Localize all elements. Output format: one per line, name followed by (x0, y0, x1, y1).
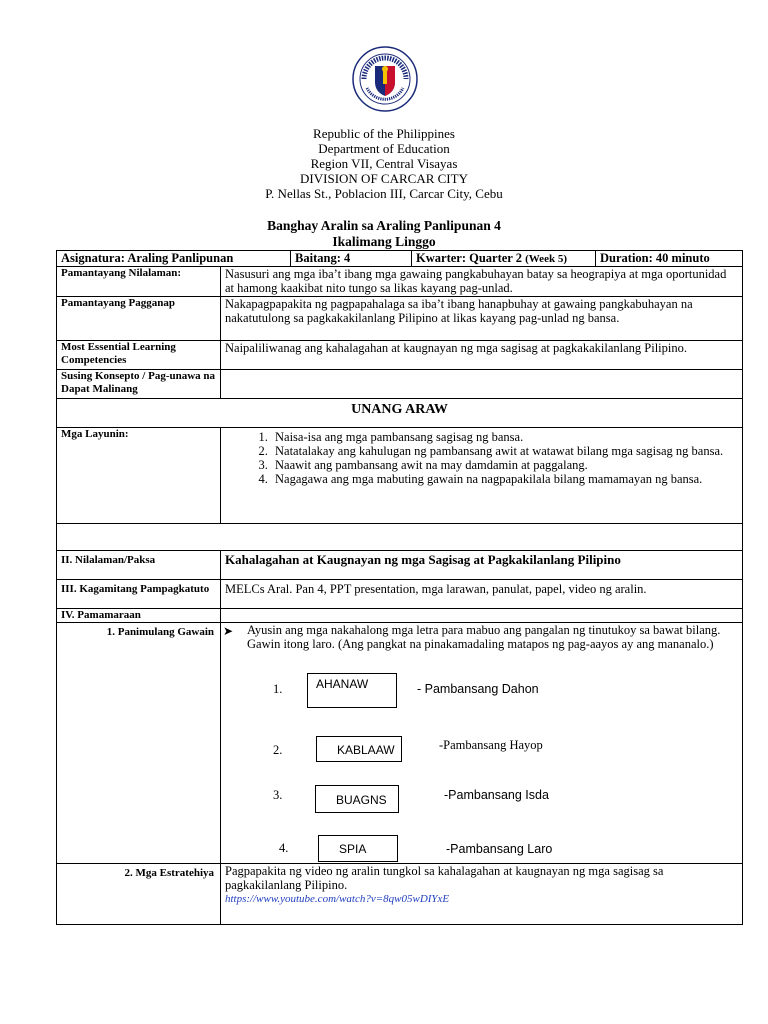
header-address: P. Nellas St., Poblacion III, Carcar City, Cebu (265, 186, 503, 201)
scramble-answer: -Pambansang Isda (444, 788, 549, 802)
layunin-label: Mga Layunin: (57, 428, 221, 524)
estratehiya-cell (221, 864, 743, 925)
layunin-list (225, 430, 738, 486)
kagamitan-text: MELCs Aral. Pan 4, PPT presentation, mga larawan, panulat, papel, video ng aralin. (221, 580, 743, 609)
subject-cell: Asignatura: Araling Panlipunan (57, 251, 291, 267)
scramble-number: 2. (273, 743, 283, 757)
row-melc (57, 341, 743, 370)
scramble-answer: -Pambansang Laro (446, 842, 553, 856)
row-panimulang-gawain (57, 623, 743, 864)
blank-row (57, 524, 743, 551)
pamantayang-nilalaman-label: Pamantayang Nilalaman: (57, 267, 221, 297)
lesson-plan-table (56, 250, 743, 925)
pamantayang-nilalaman-text: Nasusuri ang mga iba’t ibang mga gawaing pangkabuhayan batay sa heograpiya at mga oportunidad at hamong kaakibat nito tungo sa likas kayang pag-unlad. (221, 267, 743, 297)
scramble-box: BUAGNS (315, 785, 399, 813)
video-link[interactable]: https://www.youtube.com/watch?v=8qw05wDIYxE (225, 893, 450, 905)
scramble-answer: - Pambansang Dahon (417, 682, 539, 696)
header-department: Department of Education (318, 141, 450, 156)
layunin-item: 3. Naawit ang pambansang awit na may damdamin at paggalang. (271, 458, 738, 472)
quarter-label: Kwarter: Quarter 2 (416, 251, 526, 265)
scramble-box: KABLAAW (316, 736, 402, 762)
estratehiya-label: 2. Mga Estratehiya (57, 864, 221, 925)
grade-cell: Baitang: 4 (291, 251, 412, 267)
scramble-number: 3. (273, 788, 283, 802)
pamamaraan-text (221, 609, 743, 623)
row-nilalaman (57, 551, 743, 580)
pamamaraan-label: IV. Pamamaraan (57, 609, 221, 623)
layunin-item: 1. Naisa-isa ang mga pambansang sagisag ng bansa. (271, 430, 738, 444)
deped-seal (352, 46, 418, 112)
scramble-answer: -Pambansang Hayop (439, 738, 543, 752)
header-region: Region VII, Central Visayas (310, 156, 458, 171)
scramble-box: SPIA (318, 835, 398, 862)
kagamitan-label: III. Kagamitang Pampagkatuto (57, 580, 221, 609)
row-unang-araw (57, 399, 743, 428)
row-susing-konsepto (57, 370, 743, 399)
lesson-plan-week: Ikalimang Linggo (332, 234, 436, 249)
pamantayang-pagganap-label: Pamantayang Pagganap (57, 297, 221, 341)
pamantayang-pagganap-text: Nakapagpapakita ng pagpapahalaga sa iba’t ibang hanapbuhay at gawaing pangkabuhayan na nakatutulong sa pagkakakilanlang Pilipino at likas kayang pag-unlad ng bansa. (221, 297, 743, 341)
nilalaman-text: Kahalagahan at Kaugnayan ng mga Sagisag at Pagkakilanlang Pilipino (221, 551, 743, 580)
layunin-cell (221, 428, 743, 524)
panimulang-gawain-label: 1. Panimulang Gawain (57, 623, 221, 864)
row-pamamaraan (57, 609, 743, 623)
row-blank (57, 524, 743, 551)
estratehiya-text: Pagpapakita ng video ng aralin tungkol sa kahalagahan at kaugnayan ng mga sagisag sa pagkakilanlang Pilipino. (225, 864, 664, 892)
panimulang-gawain-cell (221, 623, 743, 864)
info-row (57, 251, 743, 267)
scramble-number: 4. (279, 841, 289, 855)
nilalaman-label: II. Nilalaman/Paksa (57, 551, 221, 580)
header-division: DIVISION OF CARCAR CITY (300, 171, 468, 186)
row-kagamitan (57, 580, 743, 609)
row-estratehiya (57, 864, 743, 925)
layunin-item: 2. Natatalakay ang kahulugan ng pambansang awit at watawat bilang mga sagisag ng bansa. (271, 444, 738, 458)
row-pamantayang-nilalaman (57, 267, 743, 297)
unang-araw-heading: UNANG ARAW (57, 399, 743, 428)
melc-text: Naipaliliwanag ang kahalagahan at kaugnayan ng mga sagisag at pagkakakilanlang Pilipino. (221, 341, 743, 370)
week-label: (Week 5) (525, 253, 567, 265)
activity-area (221, 623, 742, 863)
duration-cell: Duration: 40 minuto (596, 251, 743, 267)
scramble-box: AHANAW (307, 673, 397, 708)
activity-instruction: Ayusin ang mga nakahalong mga letra para mabuo ang pangalan ng tinutukoy sa bawat bilang. Gawin itong laro. (Ang pangkat na pinakamadaling matapos ng pag-aayos ay ang mananalo.) (247, 623, 721, 651)
header-republic: Republic of the Philippines (313, 126, 455, 141)
lesson-plan-title: Banghay Aralin sa Araling Panlipunan 4 (267, 218, 501, 233)
arrow-bullet-icon: ➤ (223, 624, 234, 638)
susing-konsepto-label: Susing Konsepto / Pag-unawa na Dapat Malinang (57, 370, 221, 399)
scramble-number: 1. (273, 682, 283, 696)
row-layunin (57, 428, 743, 524)
row-pamantayang-pagganap (57, 297, 743, 341)
layunin-item: 4. Nagagawa ang mga mabuting gawain na nagpapakilala bilang mamamayan ng bansa. (271, 472, 738, 486)
melc-label: Most Essential Learning Competencies (57, 341, 221, 370)
susing-konsepto-text (221, 370, 743, 399)
quarter-cell (412, 251, 596, 267)
